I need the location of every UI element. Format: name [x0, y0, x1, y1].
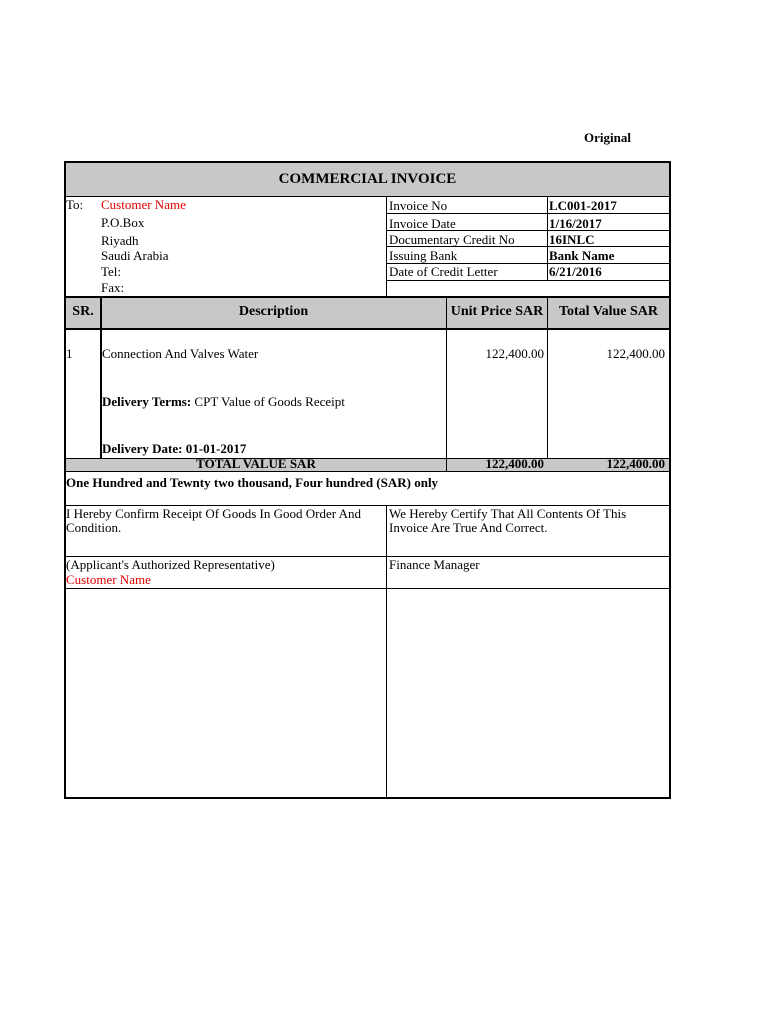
column-line	[547, 296, 548, 472]
copy-label: Original	[584, 130, 631, 145]
info-row-line	[387, 213, 669, 214]
info-row-line	[387, 280, 669, 281]
header-total-value: Total Value SAR	[558, 304, 659, 319]
credit-letter-date-label: Date of Credit Letter	[389, 264, 498, 279]
signature-divider	[386, 505, 387, 798]
issuing-bank-value: Bank Name	[549, 248, 615, 263]
column-line	[446, 296, 447, 459]
column-line	[446, 458, 447, 472]
to-label: To:	[66, 197, 84, 212]
finance-manager: Finance Manager	[389, 557, 480, 572]
amount-in-words: One Hundred and Tewnty two thousand, Four hundred (SAR) only	[66, 475, 439, 490]
total-value: 122,400.00	[606, 456, 665, 471]
applicant-name: Customer Name	[66, 572, 151, 587]
applicant-representative: (Applicant's Authorized Representative)	[66, 557, 275, 572]
issuing-bank-label: Issuing Bank	[389, 248, 458, 263]
invoice-no-value: LC001-2017	[549, 198, 617, 213]
invoice-date-label: Invoice Date	[389, 216, 456, 231]
delivery-terms	[102, 394, 345, 409]
total-unit-price: 122,400.00	[485, 456, 544, 471]
address-line: P.O.Box	[101, 215, 145, 230]
header-unit-price: Unit Price SAR	[450, 304, 544, 319]
row-line	[66, 588, 669, 589]
row-total-value: 122,400.00	[606, 346, 665, 361]
credit-letter-date-value: 6/21/2016	[549, 264, 602, 279]
credit-no-label: Documentary Credit No	[389, 232, 515, 247]
total-label: TOTAL VALUE SAR	[196, 456, 316, 471]
address-line: Saudi Arabia	[101, 248, 169, 263]
info-divider	[547, 197, 548, 281]
delivery-terms-label: Delivery Terms:	[102, 394, 192, 409]
certify-text: We Hereby Certify That All Contents Of This Invoice Are True And Correct.	[389, 506, 627, 535]
row-unit-price: 122,400.00	[485, 346, 544, 361]
invoice-date-value: 1/16/2017	[549, 216, 602, 231]
title-bar	[66, 163, 669, 197]
header-description: Description	[238, 304, 309, 319]
header-sr: SR.	[72, 304, 94, 319]
invoice-title: COMMERCIAL INVOICE	[278, 171, 457, 187]
row-description: Connection And Valves Water	[102, 346, 259, 361]
credit-no-value: 16INLC	[549, 232, 595, 247]
row-sr: 1	[66, 346, 73, 361]
column-line	[100, 296, 102, 459]
delivery-terms-value: CPT Value of Goods Receipt	[194, 394, 345, 409]
confirm-receipt-text: I Hereby Confirm Receipt Of Goods In Good Order And Condition.	[66, 506, 361, 535]
address-line: Fax:	[101, 280, 125, 295]
address-line: Tel:	[101, 264, 122, 279]
address-line: Riyadh	[101, 233, 139, 248]
delivery-date: Delivery Date: 01-01-2017	[102, 441, 247, 456]
invoice-no-label: Invoice No	[389, 198, 448, 213]
customer-name: Customer Name	[101, 197, 186, 212]
